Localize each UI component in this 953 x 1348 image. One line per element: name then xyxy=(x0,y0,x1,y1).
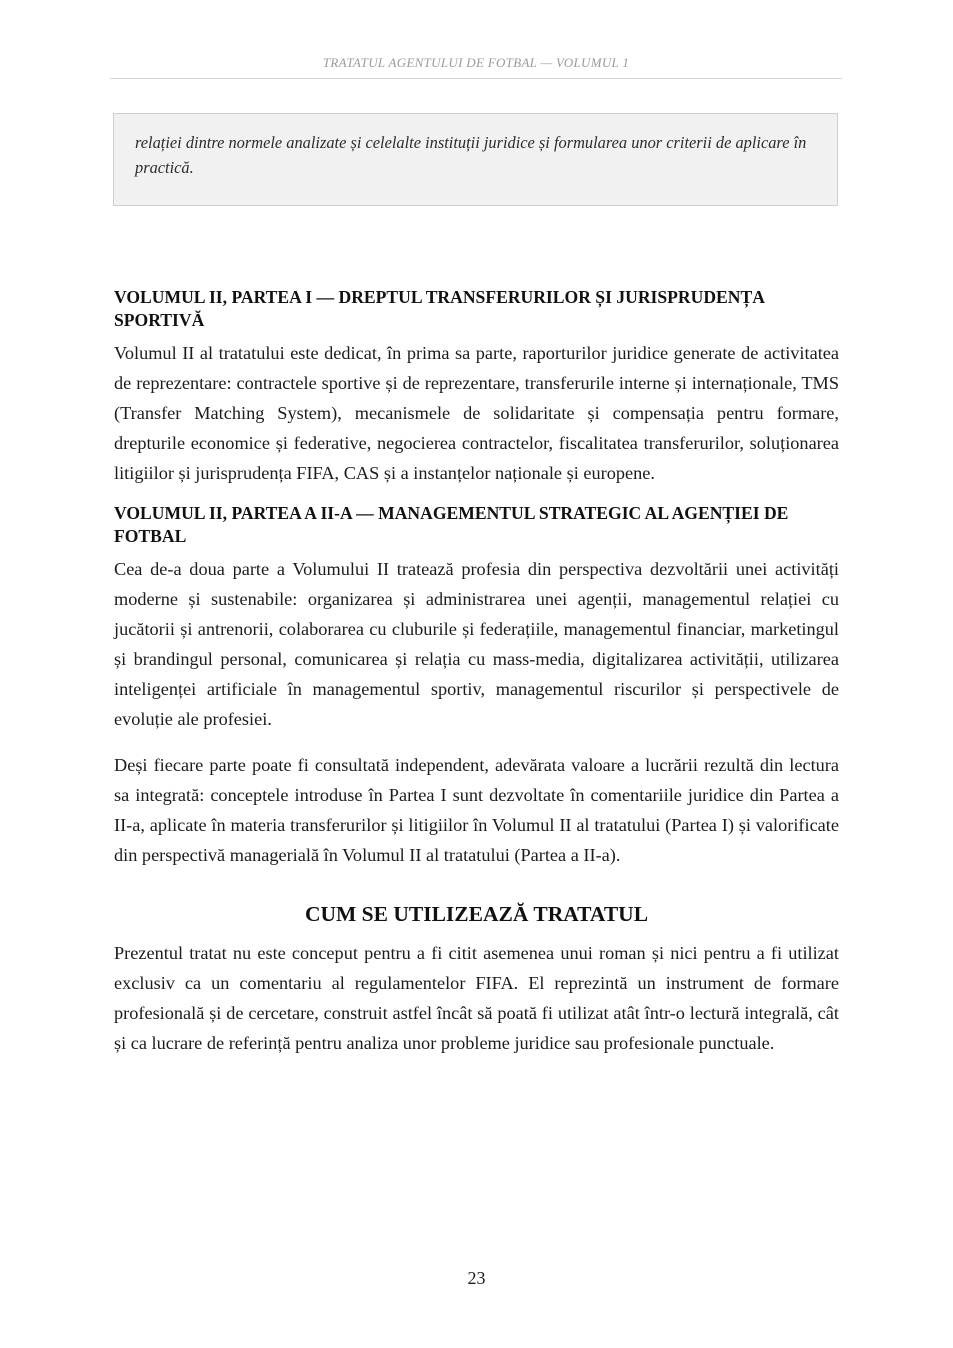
integration-paragraph: Deși fiecare parte poate fi consultată independent, adevărata valoare a lucrării rezultă din lectura sa integrată: conceptele introduse în Partea I sunt dezvoltate în comentariile juridice din Partea a II-a, aplicate în materia transferurilor și litigiilor în Volumul II al tratatului (Partea I) și valorificate din perspectivă managerială în Volumul II al tratatului (Partea a II-a). xyxy=(114,755,839,865)
section-paragraph-volume2-part2: Cea de-a doua parte a Volumului II tratează profesia din perspectiva dezvoltării unei activități moderne și sustenabile: organizarea și administrarea unei agenții, managementul relației cu jucătorii și antrenorii, colaborarea cu cluburile și federațiile, managementul financiar, marketingul și brandingul personal, comunicarea și relația cu mass-media, digitalizarea activității, utilizarea inteligenței artificiale în managementul sportiv, managementul riscurilor și perspectivele de evoluție ale profesiei. xyxy=(114,559,839,729)
callout-box xyxy=(113,113,838,206)
usage-heading: CUM SE UTILIZEAZĂ TRATATUL xyxy=(304,902,649,926)
header-divider xyxy=(110,78,842,79)
usage-paragraph: Prezentul tratat nu este conceput pentru a fi citit asemenea unui roman și nici pentru a fi utilizat exclusiv ca un comentariu al regulamentelor FIFA. El reprezintă un instrument de formare profesională și de cercetare, construit astfel încât să poată fi utilizat atât într-o lectură integrală, cât și ca lucrare de referință pentru analiza unor probleme juridice sau profesionale punctuale. xyxy=(114,943,839,1053)
section-paragraph-volume2-part1: Volumul II al tratatului este dedicat, în prima sa parte, raporturilor juridice generate de activitatea de reprezentare: contractele sportive și de reprezentare, transferurile interne și internaționale, TMS (Transfer Matching System), mecanismele de solidaritate și compensația pentru formare, drepturile economice și federative, negocierea contractelor, fiscalitatea transferurilor, soluționarea litigiilor și jurisprudența FIFA, CAS și a instanțelor naționale și europene. xyxy=(114,343,839,483)
page-content xyxy=(114,286,839,1058)
callout-text: relației dintre normele analizate și celelalte instituții juridice și formularea unor criterii de aplicare în practică. xyxy=(135,133,807,177)
page-number: 23 xyxy=(467,1268,486,1288)
running-header: TRATATUL AGENTULUI DE FOTBAL — VOLUMUL 1 xyxy=(322,55,630,70)
section-heading-volume2-part2: VOLUMUL II, PARTEA A II-A — MANAGEMENTUL STRATEGIC AL AGENȚIEI DE FOTBAL xyxy=(114,503,789,546)
section-heading-volume2-part1: VOLUMUL II, PARTEA I — DREPTUL TRANSFERURILOR ȘI JURISPRUDENȚA SPORTIVĂ xyxy=(114,287,764,330)
